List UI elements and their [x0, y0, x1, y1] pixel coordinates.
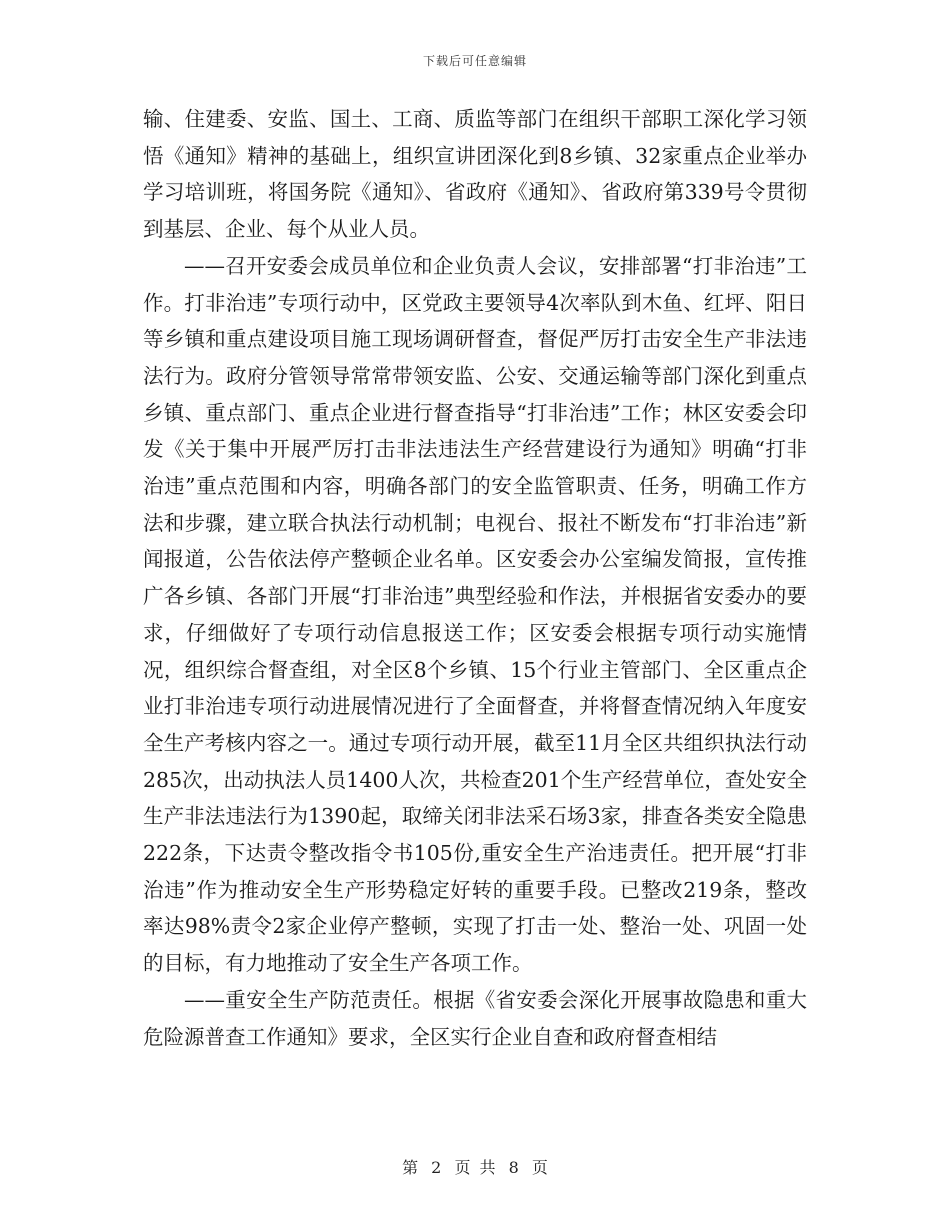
- footer-prefix: 第: [402, 1158, 419, 1177]
- document-body: [143, 101, 807, 1055]
- page-header-note: 下载后可任意编辑: [422, 54, 527, 68]
- footer-middle: 页 共: [454, 1158, 496, 1177]
- paragraph-meeting: ——召开安委会成员单位和企业负责人会议，安排部署“打非治违”工作。打非治违”专项行动中，区党政主要领导4次率队到木鱼、红坪、阳日等乡镇和重点建设项目施工现场调研督查，督促严厉打击安全生产非法违法行为。政府分管领导常常带领安监、公安、交通运输等部门深化到重点乡镇、重点部门、重点企业进行督查指导“打非治违”工作；林区安委会印发《关于集中开展严厉打击非法违法生产经营建设行为通知》明确“打非治违”重点范围和内容，明确各部门的安全监管职责、任务，明确工作方法和步骤，建立联合执法行动机制；电视台、报社不断发布“打非治违”新闻报道，公告依法停产整顿企业名单。区安委会办公室编发简报，宣传推广各乡镇、各部门开展“打非治违”典型经验和作法，并根据省安委办的要求，仔细做好了专项行动信息报送工作；区安委会根据专项行动实施情况，组织综合督查组，对全区8个乡镇、15个行业主管部门、全区重点企业打非治违专项行动进展情况进行了全面督查，并将督查情况纳入年度安全生产考核内容之一。通过专项行动开展，截至11月全区共组织执法行动285次，出动执法人员1400人次，共检查201个生产经营单位，查处安全生产非法违法行为1390起，取缔关闭非法采石场3家，排查各类安全隐患222条，下达责令整改指令书105份,重安全生产治违责任。把开展“打非治违”作为推动安全生产形势稳定好转的重要手段。已整改219条，整改率达98%责令2家企业停产整顿，实现了打击一处、整治一处、巩固一处的目标，有力地推动了安全生产各项工作。: [143, 253, 807, 976]
- footer-suffix: 页: [531, 1158, 548, 1177]
- paragraph-prevention: ——重安全生产防范责任。根据《省安委会深化开展事故隐患和重大危险源普查工作通知》要求，全区实行企业自查和政府督查相结: [143, 987, 807, 1049]
- page-footer: [0, 1155, 950, 1178]
- paragraph-continued: 输、住建委、安监、国土、工商、质监等部门在组织干部职工深化学习领悟《通知》精神的基础上，组织宣讲团深化到8乡镇、32家重点企业举办学习培训班，将国务院《通知》、省政府《通知》、省政府第339号令贯彻到基层、企业、每个从业人员。: [143, 107, 807, 242]
- footer-current-page: 2: [431, 1158, 442, 1177]
- footer-total-pages: 8: [508, 1158, 519, 1177]
